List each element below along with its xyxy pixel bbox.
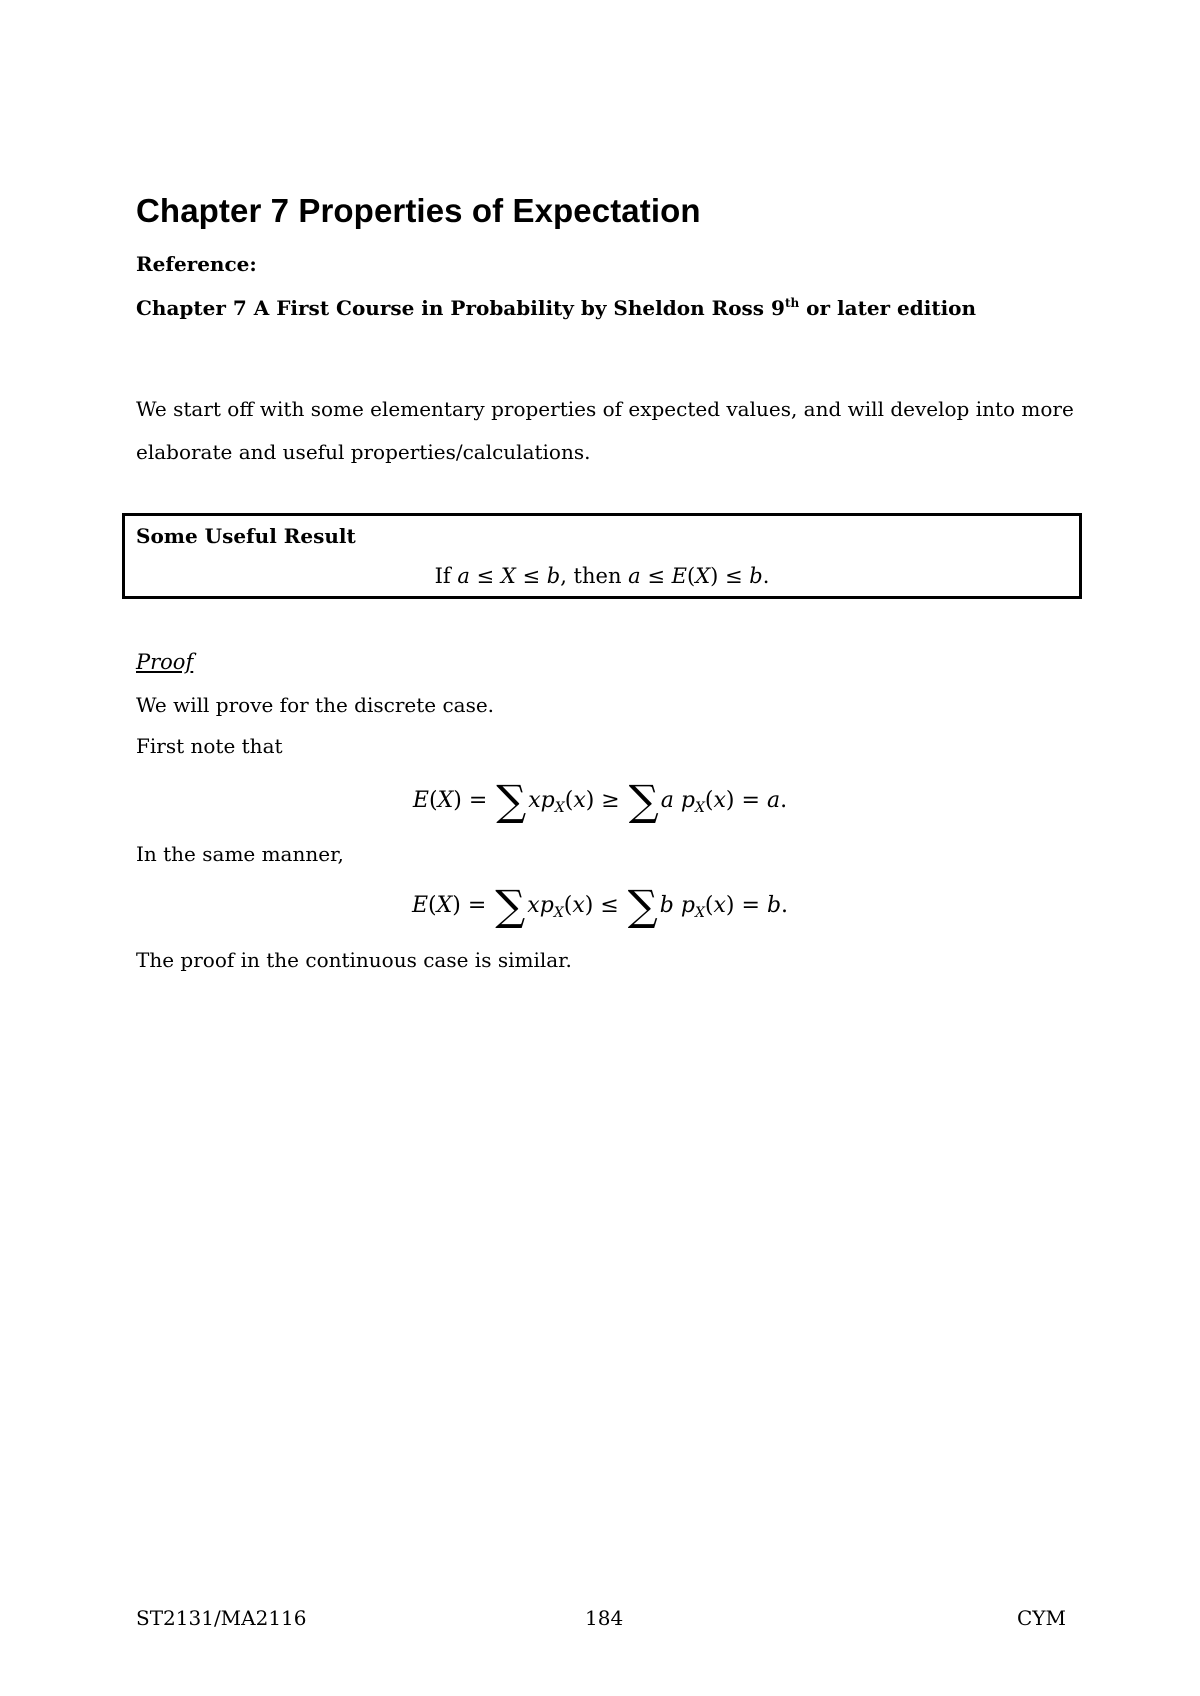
footer-course-code: ST2131/MA2116 bbox=[136, 1606, 307, 1630]
proof-line-2: First note that bbox=[136, 734, 283, 758]
useful-result-box bbox=[122, 513, 1082, 599]
equation-upper-bound: $E(X) = \sum xp_X(x) \le \sum b$ $p_X(x) = b$. bbox=[411, 881, 789, 930]
intro-paragraph bbox=[136, 388, 1096, 474]
reference-main: Chapter 7 A First Course in Probability by Sheldon Ross 9 bbox=[136, 296, 785, 320]
intro-line-1: We start off with some elementary properties of expected values, and will develop into more bbox=[136, 397, 1074, 421]
footer-author: CYM bbox=[1017, 1606, 1066, 1630]
result-box-title: Some Useful Result bbox=[136, 524, 356, 548]
chapter-title: Chapter 7 Properties of Expectation bbox=[136, 192, 701, 229]
intro-line-2: elaborate and useful properties/calculations. bbox=[136, 440, 591, 464]
proof-line-4: The proof in the continuous case is similar. bbox=[136, 948, 572, 972]
footer-page-number: 184 bbox=[585, 1606, 624, 1630]
proof-label: Proof bbox=[136, 650, 194, 674]
proof-line-1: We will prove for the discrete case. bbox=[136, 693, 495, 717]
reference-text bbox=[136, 296, 976, 320]
then-word: then bbox=[573, 564, 622, 588]
proof-line-3: In the same manner, bbox=[136, 842, 344, 866]
reference-sup: th bbox=[784, 296, 800, 310]
equation-lower-bound: $E(X) = \sum xp_X(x) \ge \sum a$ $p_X(x) = a$. bbox=[412, 776, 788, 825]
reference-tail: or later edition bbox=[799, 296, 977, 320]
if-word: If bbox=[434, 564, 451, 588]
result-formula: If a ≤ X ≤ b, then a ≤ E(X) ≤ b. bbox=[434, 564, 770, 588]
reference-label: Reference: bbox=[136, 252, 257, 276]
